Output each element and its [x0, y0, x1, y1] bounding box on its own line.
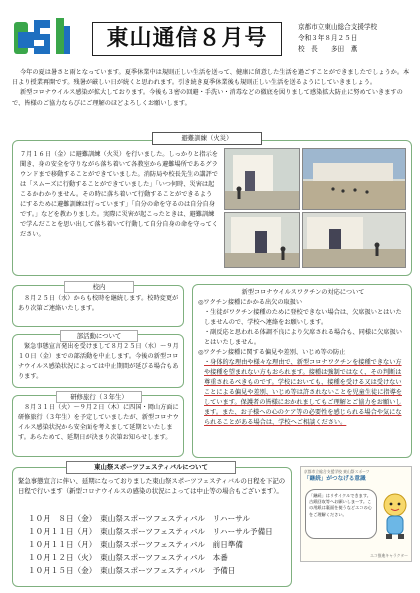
- schedule-row: １０月１１日（月） 東山祭スポーツフェスティバル リハーサル予備日: [28, 527, 273, 536]
- poster-bubble-text: 「継続」はリサイクルできます。古紙回収等へお願いしまーす。この用紙は裏面を使うなどエコの心をご理解ください。: [309, 493, 372, 517]
- club-text: 緊急事態宣言発出を受けまして８月２５日（水）～９月１０日（金）までの部活動を中止します。今後の新型コロナウイルス感染状況によっては中止期間が延びる場合もあります。: [18, 343, 179, 380]
- header-info: [298, 22, 414, 55]
- issue-date: 令和３年８月２５日: [298, 34, 358, 42]
- schedule-row: １０月１１日（月） 東山祭スポーツフェスティバル 前日準備: [28, 540, 243, 549]
- school-name: 京都市立東山総合支援学校: [298, 23, 378, 31]
- sports-label: 東山祭スポーツフェスティバルについて: [66, 461, 236, 474]
- vaccine-bullet-2: ・副反応と思われる体調不良により欠席される場合も、同様に欠席扱いとはいたしません。: [204, 329, 402, 346]
- intro-paragraph-1: 今年の夏は暑さと雨となっています。夏季休業中は規則正しい生活を送って、健康に留意した生活を過ごすことができましたでしょうか。本日より授業再開です。残暑が厳しい日が続くと思われます。引き続き夏季休業後も規則正しい生活を送るようにしていきましょう。: [12, 69, 410, 87]
- character-icon: [381, 491, 409, 541]
- poster-credit: エコ推進キャラクター: [370, 553, 408, 558]
- vaccine-bullet-3: ・身体的な理由や様々な理由で、新型コロナワクチンを接種できない方や接種を望まれない方もおられます。接種は強制ではなく、その判断は尊重されるべきものです。学校においても、接種を受ける又は受けないことによる偏見や差別、いじめ等は許されないことを児童生徒に指導をしています。保護者の皆様におかれましてもご理解とご協力をお願いします。また、お子様への心のケア等の必要性を感じられる場合や気になられることがある場合は、学校へご相談ください。: [204, 359, 402, 426]
- drill-text: ７月１６日（金）に避難訓練（火災）を行いました。しっかりと指示を聞き、身の安全を守りながら落ち着いて各教室から避難場所であるグラウンドまで移動することができていました。消防局や校長先生の講評では「スムーズに行動することができていました」「いつ何時、災害は起こるかわかりません。その時に落ち着いて行動することができるようにするために避難訓練は行っています」「自分の命を守るのは自分自身です。」などを教わりました。実際に災害が起こったときは、避難訓練で学んだことを思い出して落ち着いて行動して自分自身の命を守ってください。: [20, 151, 218, 238]
- vaccine-title: 新型コロナウイルスワクチンの対応について: [241, 289, 365, 296]
- trip-text: ８月３１日（火）～９月２日（木）に四国・岡山方面に研修旅行（３年生）を予定していましたが、新型コロナウイルス感染状況から安全面を考えまして延期といたします。あらためて、延期日が決まり次第お知らせします。: [18, 404, 179, 441]
- schoolbus-label: 校内: [64, 281, 134, 293]
- intro-paragraph-2: 新型コロナウイルス感染が拡大しております。今後も３密の回避・手洗い・消毒などの徹底を図りまして感染拡大防止に努めていきますので、皆様のご協力ならびにご理解のほどよろしくお願いします。: [12, 89, 403, 107]
- school-logo: [14, 14, 74, 62]
- vaccine-body: [198, 298, 406, 428]
- vaccine-heading-2: ◎ワクチン接種に関する偏見や差別、いじめ等の防止: [198, 349, 346, 356]
- vaccine-bullet-1: ・生徒がワクチン接種のために登校できない場合は、欠席扱いとはいたしませんので、学校へ連絡をお願いします。: [204, 309, 402, 326]
- schoolbus-text: ８月２５日（水）からも校時を継続します。校時変更があり次第ご連絡いたします。: [18, 295, 179, 312]
- speech-bubble: [305, 489, 377, 539]
- club-label: 部活動について: [60, 330, 138, 342]
- drill-photo-4: [302, 212, 406, 268]
- newsletter-title: 東山通信８月号: [92, 22, 282, 56]
- eco-poster: [300, 466, 412, 562]
- vaccine-heading-1: ◎ワクチン接種にかかる出欠の取扱い: [198, 299, 303, 306]
- drill-photo-2: [302, 148, 406, 210]
- sports-schedule: [28, 512, 290, 577]
- principal-name: 校 長 多田 薫: [298, 45, 358, 53]
- poster-header: 京都市立総合支援学校 東山祭スポーツ: [304, 469, 370, 474]
- schedule-row: １０月１５日（金） 東山祭スポーツフェスティバル 予備日: [28, 566, 236, 575]
- drill-photo-1: [224, 148, 300, 210]
- intro: [12, 68, 410, 109]
- sports-intro: 緊急事態宣言に伴い、延期になっておりました東山祭スポーツフェスティバルの日程を下記の日程で行います（新型コロナウイルスの感染の状況によっては中止等の場合もございます）。: [18, 477, 286, 495]
- drill-photo-3: [224, 212, 300, 268]
- poster-title: 「継続」がつなげる意識: [304, 476, 366, 482]
- schedule-row: １０月１２日（火） 東山祭スポーツフェスティバル 本番: [28, 553, 228, 562]
- schedule-row: １０月 ８日（金） 東山祭スポーツフェスティバル リハーサル: [28, 514, 250, 523]
- trip-label: 研修旅行（３年生）: [56, 391, 142, 403]
- drill-label: 避難訓練（火災）: [152, 132, 262, 145]
